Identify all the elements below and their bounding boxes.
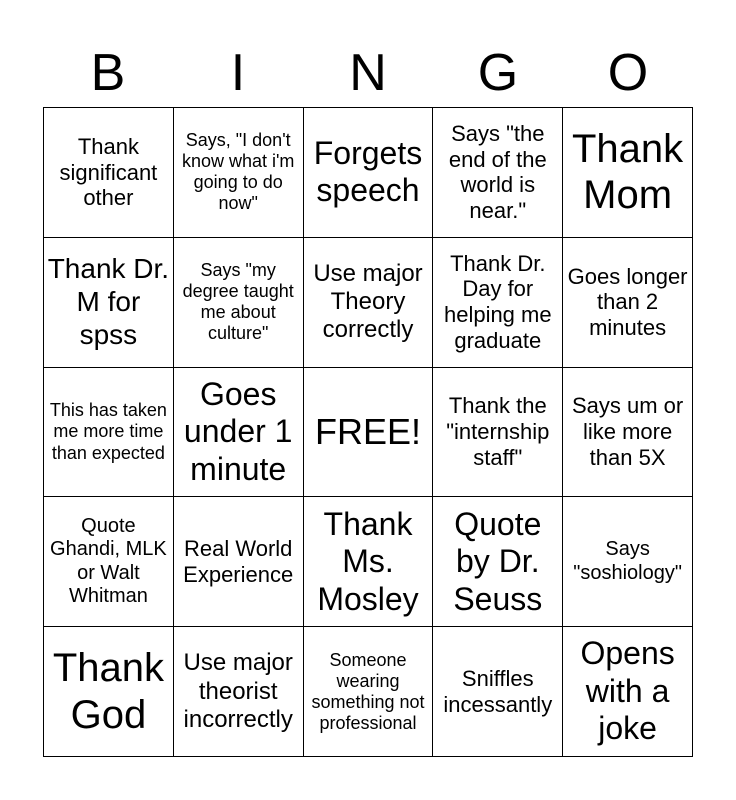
bingo-cell [563,497,693,627]
bingo-cell [563,108,693,238]
bingo-cell [44,497,174,627]
bingo-cell [433,627,563,757]
cell-text: Goes longer than 2 minutes [567,263,688,341]
cell-text: Thank the "internship staff" [446,393,550,470]
bingo-grid [43,107,693,757]
cell-text: Someone wearing something not professional [311,649,425,733]
bingo-cell [304,238,434,368]
cell-text: Use major Theory correctly [313,260,423,344]
cell-text: Forgets speech [313,134,423,209]
bingo-cell [304,497,434,627]
bingo-cell [174,627,304,757]
cell-text: Thank Ms. Mosley [317,505,419,617]
bingo-cell [174,108,304,238]
cell-text: Says "the end of the world is near." [448,120,547,224]
cell-text: Thank God [52,645,164,737]
bingo-cell [174,368,304,498]
header-letter-n: N [349,44,387,102]
bingo-cell-free [304,368,434,498]
cell-text: Quote Ghandi, MLK or Walt Whitman [50,515,167,608]
bingo-cell [433,497,563,627]
cell-text: Real World Experience [183,536,294,587]
bingo-cell [304,627,434,757]
cell-text: Says, "I don't know what i'm going to do now" [181,130,295,214]
bingo-cell [433,108,563,238]
cell-text: This has taken me more time than expected [49,400,167,463]
free-space-text: FREE! [314,410,421,452]
bingo-cell [174,497,304,627]
cell-text: Says "soshiology" [573,538,682,584]
cell-text: Goes under 1 minute [183,375,293,487]
cell-text: Use major theorist incorrectly [183,649,293,733]
header-letter-o: O [607,44,649,102]
cell-text: Sniffles incessantly [443,665,553,717]
bingo-cell [563,368,693,498]
header-letter-i: I [230,44,246,102]
bingo-cell [563,627,693,757]
cell-text: Thank Dr. Day for helping me graduate [443,250,552,353]
header-letter-b: B [90,44,126,102]
cell-text: Thank significant other [59,133,158,211]
cell-text: Says "my degree taught me about culture" [182,260,294,344]
header-letter-g: G [477,44,519,102]
bingo-cell [44,108,174,238]
cell-text: Thank Mom [572,126,684,218]
cell-text: Opens with a joke [580,635,675,747]
bingo-cell [563,238,693,368]
bingo-header [43,40,693,106]
cell-text: Quote by Dr. Seuss [453,505,543,617]
cell-text: Says um or like more than 5X [571,393,684,470]
bingo-cell [174,238,304,368]
cell-text: Thank Dr. M for spss [47,253,170,350]
bingo-cell [433,368,563,498]
bingo-cell [44,238,174,368]
bingo-cell [44,368,174,498]
bingo-cell [44,627,174,757]
bingo-cell [304,108,434,238]
bingo-cell [433,238,563,368]
